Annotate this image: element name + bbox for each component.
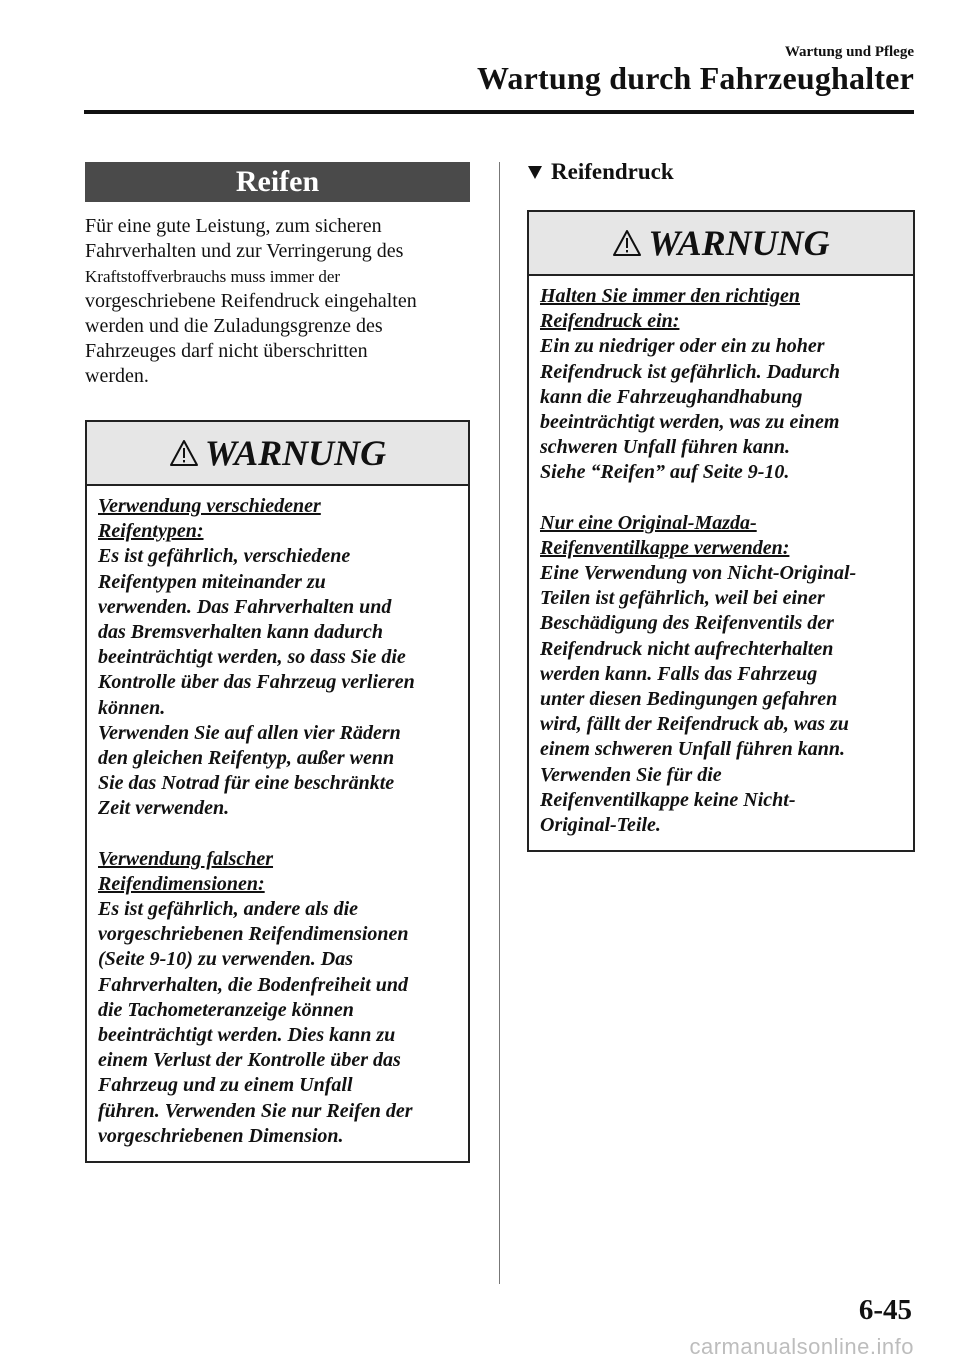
section-title: Reifen	[85, 162, 470, 202]
warning-line: Eine Verwendung von Nicht-Original-	[540, 562, 857, 585]
warning-title: WARNUNG	[204, 433, 387, 473]
warning-line: beeinträchtigt werden, so dass Sie die	[98, 646, 406, 669]
warning-line: (Seite 9-10) zu verwenden. Das	[98, 948, 353, 971]
warning-line: können.	[98, 696, 166, 719]
warning-subheading: Halten Sie immer den richtigen	[540, 285, 801, 307]
warning-line: verwenden. Das Fahrverhalten und	[98, 595, 392, 618]
header-rule	[84, 110, 914, 114]
spacer	[98, 822, 460, 847]
warning-line: Beschädigung des Reifenventils der	[540, 612, 834, 635]
warning-line: Es ist gefährlich, verschiedene	[98, 545, 351, 568]
warning-subheading: Nur eine Original-Mazda-	[540, 511, 757, 534]
warning-line: führen. Verwenden Sie nur Reifen der	[98, 1099, 413, 1122]
warning-triangle-icon	[169, 439, 199, 467]
warning-line: Reifendruck nicht aufrechterhalten	[540, 637, 834, 660]
intro-line: vorgeschriebene Reifendruck eingehalten	[85, 290, 417, 312]
warning-header	[529, 212, 913, 276]
warning-line: Reifenventilkappe keine Nicht-	[540, 788, 796, 811]
warning-line: vorgeschriebenen Dimension.	[98, 1124, 344, 1147]
warning-triangle-icon	[612, 229, 642, 257]
warning-box	[527, 210, 915, 852]
warning-line: kann die Fahrzeughandhabung	[540, 385, 803, 408]
warning-box	[85, 420, 470, 1163]
intro-line: werden und die Zuladungsgrenze des	[85, 315, 383, 337]
warning-body	[529, 276, 913, 850]
warning-line: Teilen ist gefährlich, weil bei einer	[540, 587, 825, 610]
warning-line: Verwenden Sie für die	[540, 763, 722, 786]
watermark: carmanualsonline.info	[689, 1334, 914, 1359]
warning-line: Fahrzeug und zu einem Unfall	[98, 1074, 353, 1097]
warning-line: Verwenden Sie auf allen vier Rädern	[98, 721, 401, 744]
warning-line: einem schweren Unfall führen kann.	[540, 738, 846, 761]
warning-line: Es ist gefährlich, andere als die	[98, 898, 359, 921]
warning-line: vorgeschriebenen Reifendimensionen	[98, 923, 409, 946]
warning-line: Kontrolle über das Fahrzeug verlieren	[98, 671, 415, 694]
triangle-down-icon	[527, 164, 543, 180]
intro-line: werden.	[85, 365, 149, 387]
subsection-title: Reifendruck	[551, 159, 674, 184]
chapter-label: Wartung und Pflege	[784, 44, 914, 60]
page-title: Wartung durch Fahrzeughalter	[476, 60, 914, 96]
warning-line: das Bremsverhalten kann dadurch	[98, 621, 384, 644]
warning-subheading: Verwendung verschiedener	[98, 495, 321, 517]
warning-line: Original-Teile.	[540, 814, 661, 837]
warning-line: schweren Unfall führen kann.	[540, 436, 791, 459]
warning-header	[87, 422, 468, 486]
intro-line: Fahrverhalten und zur Verringerung des	[85, 240, 404, 262]
warning-line: den gleichen Reifentyp, außer wenn	[98, 747, 395, 770]
warning-line: Reifentypen miteinander zu	[98, 570, 326, 593]
left-column	[85, 162, 470, 1163]
subsection-heading	[527, 152, 915, 192]
warning-line: Reifendruck ist gefährlich. Dadurch	[540, 360, 841, 383]
warning-subheading: Reifentypen:	[98, 520, 204, 543]
warning-line: wird, fällt der Reifendruck ab, was zu	[540, 713, 849, 736]
warning-line: die Tachometeranzeige können	[98, 998, 354, 1021]
warning-line: beeinträchtigt werden, was zu einem	[540, 411, 840, 434]
intro-paragraph	[85, 214, 470, 389]
warning-subheading: Verwendung falscher	[98, 847, 274, 870]
intro-line: Fahrzeuges darf nicht überschritten	[85, 340, 368, 362]
warning-title: WARNUNG	[648, 223, 830, 263]
warning-line: unter diesen Bedingungen gefahren	[540, 688, 838, 711]
warning-line: beeinträchtigt werden. Dies kann zu	[98, 1024, 396, 1047]
warning-line: Zeit verwenden.	[98, 797, 230, 820]
warning-line: werden kann. Falls das Fahrzeug	[540, 662, 818, 685]
column-divider	[499, 162, 500, 1284]
page-number: 6-45	[858, 1294, 912, 1326]
warning-line: Siehe “Reifen” auf Seite 9-10.	[540, 461, 790, 484]
intro-line: Kraftstoffverbrauchs muss immer der	[85, 267, 341, 286]
spacer	[540, 486, 905, 511]
warning-subheading: Reifendimensionen:	[98, 872, 265, 895]
warning-body	[87, 486, 468, 1161]
warning-line: einem Verlust der Kontrolle über das	[98, 1049, 401, 1072]
warning-subheading: Reifenventilkappe verwenden:	[540, 536, 790, 559]
warning-line: Ein zu niedriger oder ein zu hoher	[540, 335, 825, 358]
right-column	[527, 152, 915, 852]
intro-line: Für eine gute Leistung, zum sicheren	[85, 215, 382, 237]
warning-subheading: Reifendruck ein:	[540, 310, 680, 333]
warning-line: Fahrverhalten, die Bodenfreiheit und	[98, 973, 409, 996]
warning-line: Sie das Notrad für eine beschränkte	[98, 772, 395, 795]
